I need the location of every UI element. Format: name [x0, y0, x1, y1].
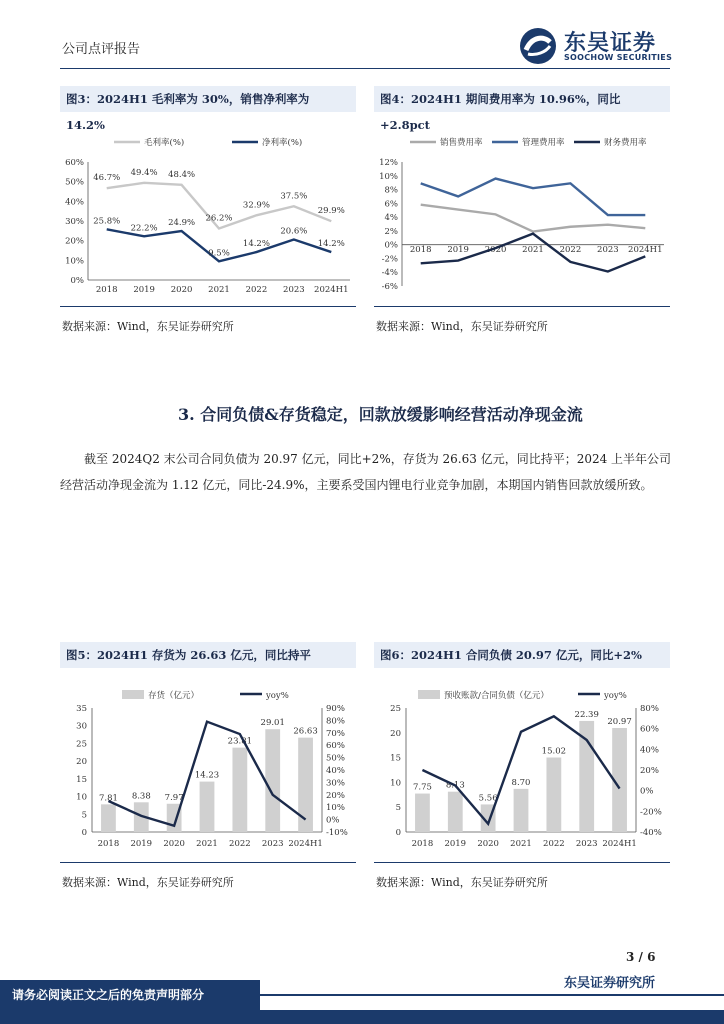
y-tick-label: -4%	[381, 268, 398, 279]
series-line-0	[421, 205, 646, 232]
y-tick-label-left: 5	[395, 803, 401, 814]
legend-label: 财务费用率	[604, 138, 647, 148]
y-tick-label: 0%	[70, 276, 84, 286]
brand-name: 东吴证券	[564, 30, 657, 56]
x-tick-label: 2022	[559, 245, 582, 255]
x-tick-label: 2021	[510, 839, 532, 849]
fig4-title-bar	[374, 86, 670, 132]
bar	[546, 758, 561, 832]
bar-value-label: 7.97	[164, 792, 184, 803]
data-label: 25.8%	[93, 216, 121, 227]
y-tick-label: 30%	[65, 217, 84, 227]
y-tick-label-right: 20%	[640, 766, 659, 776]
data-label: 14.2%	[317, 239, 345, 250]
data-label: 46.7%	[93, 173, 121, 184]
header-rule	[60, 68, 670, 69]
y-tick-label-right: 90%	[326, 704, 345, 714]
data-label: 37.5%	[280, 191, 308, 202]
y-tick-label: 10%	[65, 256, 84, 267]
legend-label: 净利率(%)	[262, 138, 303, 148]
x-tick-label: 2019	[130, 839, 153, 849]
fig4-title: 图4：2024H1 期间费用率为 10.96%，同比+2.8pct	[380, 92, 621, 132]
body-paragraph	[60, 446, 674, 498]
x-tick-label: 2019	[133, 285, 155, 295]
legend-label: yoy%	[604, 691, 627, 701]
y-tick-label-left: 30	[76, 721, 87, 732]
y-tick-label: 8%	[384, 185, 398, 196]
y-tick-label-right: -20%	[640, 807, 662, 818]
y-tick-label-right: 30%	[326, 778, 345, 789]
y-tick-label-right: 50%	[326, 753, 345, 764]
y-tick-label-left: 20	[76, 757, 87, 768]
fig6-rule	[374, 862, 670, 863]
y-tick-label: -6%	[381, 282, 398, 292]
x-tick-label: 2018	[97, 839, 120, 849]
y-tick-label-left: 15	[76, 774, 87, 785]
x-tick-label: 2021	[208, 285, 230, 295]
bar-value-label: 8.70	[511, 777, 531, 788]
x-tick-label: 2022	[543, 839, 565, 849]
bar-value-label: 15.02	[541, 746, 567, 757]
bar-value-label: 23.81	[227, 736, 253, 747]
x-tick-label: 2024H1	[628, 245, 663, 255]
data-label: 29.9%	[317, 206, 345, 217]
fig4-chart	[374, 128, 670, 306]
brand-logo-icon	[518, 26, 560, 66]
y-tick-label-left: 5	[81, 810, 87, 821]
fig3-rule	[60, 306, 356, 307]
data-label: 48.4%	[168, 169, 196, 180]
y-tick-label-right: 80%	[326, 716, 345, 727]
legend-label: 毛利率(%)	[144, 138, 185, 148]
disclaimer-box	[0, 980, 260, 1010]
bar	[200, 782, 215, 832]
legend-label: 预收账款/合同负债（亿元）	[444, 691, 549, 701]
fig6-title: 图6：2024H1 合同负债 20.97 亿元，同比+2%	[380, 648, 642, 662]
data-label: 32.9%	[242, 200, 270, 211]
report-type: 公司点评报告	[62, 42, 141, 57]
y-tick-label: 40%	[65, 197, 84, 208]
legend-label: 存货（亿元）	[148, 691, 200, 701]
legend-label: yoy%	[266, 691, 289, 701]
fig5-source: 数据来源：Wind，东吴证券研究所	[62, 876, 234, 889]
data-label: 24.9%	[168, 218, 196, 229]
x-tick-label: 2024H1	[602, 839, 637, 849]
x-tick-label: 2024H1	[288, 839, 323, 849]
y-tick-label: 60%	[65, 158, 84, 168]
bar-value-label: 29.01	[260, 718, 285, 729]
bar-value-label: 26.63	[293, 726, 318, 737]
y-tick-label-left: 10	[76, 792, 87, 803]
bar	[265, 729, 280, 832]
y-tick-label-left: 0	[395, 828, 401, 838]
fig5-rule	[60, 862, 356, 863]
y-tick-label: 4%	[384, 213, 398, 224]
x-tick-label: 2018	[95, 285, 118, 295]
fig5-title-bar	[60, 642, 356, 668]
fig4-source: 数据来源：Wind，东吴证券研究所	[376, 320, 548, 333]
legend-label: 销售费用率	[440, 138, 483, 148]
x-tick-label: 2022	[245, 285, 268, 295]
x-tick-label: 2023	[597, 245, 619, 255]
brand-sub: SOOCHOW SECURITIES	[564, 53, 673, 62]
paragraph-text: 截至 2024Q2 末公司合同负债为 20.97 亿元，同比+2%，存货为 26.63 亿元，同比持平；2024 上半年公司经营活动净现金流为 1.12 亿元，同比-24.9%，主要系受国内锂电行业竞争加剧，本期国内销售回款放缓所致。	[60, 452, 672, 492]
y-tick-label-left: 15	[390, 753, 401, 764]
data-label: 14.2%	[242, 239, 270, 250]
x-tick-label: 2023	[283, 285, 305, 295]
y-tick-label-right: 70%	[326, 728, 345, 739]
bar	[298, 738, 313, 832]
x-tick-label: 2023	[261, 839, 284, 849]
y-tick-label: 10%	[379, 171, 398, 182]
data-label: 49.4%	[130, 167, 158, 178]
fig3-source: 数据来源：Wind，东吴证券研究所	[62, 320, 234, 333]
y-tick-label-left: 20	[390, 728, 401, 739]
bar-value-label: 14.23	[194, 770, 220, 781]
x-tick-label: 2021	[196, 839, 218, 849]
y-tick-label-right: -40%	[640, 828, 662, 838]
x-tick-label: 2021	[522, 245, 544, 255]
x-tick-label: 2019	[444, 839, 467, 849]
data-label: 9.5%	[208, 248, 230, 259]
y-tick-label-left: 0	[81, 828, 87, 838]
y-tick-label: 12%	[379, 158, 398, 168]
fig3-title: 图3：2024H1 毛利率为 30%，销售净利率为 14.2%	[66, 92, 310, 132]
bar	[101, 804, 116, 832]
bar-value-label: 5.56	[478, 793, 498, 804]
brand-logo	[518, 26, 678, 66]
data-label: 26.2%	[205, 213, 233, 224]
y-tick-label-right: 10%	[326, 803, 345, 814]
x-tick-label: 2022	[229, 839, 251, 849]
y-tick-label-right: 40%	[640, 745, 659, 756]
bar	[415, 794, 430, 832]
footer-bar	[0, 1010, 724, 1024]
y-tick-label-left: 35	[76, 704, 87, 714]
legend-label: 管理费用率	[522, 138, 565, 148]
data-label: 20.6%	[280, 226, 308, 237]
y-tick-label: 6%	[384, 199, 398, 210]
x-tick-label: 2018	[409, 245, 432, 255]
bar-value-label: 8.13	[445, 780, 465, 791]
y-tick-label: 50%	[65, 177, 84, 188]
fig3-title-bar	[60, 86, 356, 132]
legend-swatch-bar	[418, 690, 440, 699]
bar	[232, 748, 247, 832]
y-tick-label-right: 60%	[326, 741, 345, 752]
y-tick-label-left: 10	[390, 778, 401, 789]
fig5-title: 图5：2024H1 存货为 26.63 亿元，同比持平	[66, 648, 311, 662]
bar-value-label: 20.97	[607, 716, 632, 727]
y-tick-label-right: -10%	[326, 828, 348, 838]
x-tick-label: 2023	[575, 839, 598, 849]
bar-value-label: 22.39	[574, 709, 599, 720]
bar	[514, 789, 529, 832]
x-tick-label: 2019	[447, 245, 469, 255]
data-label: 22.2%	[130, 223, 158, 234]
y-tick-label-right: 20%	[326, 790, 345, 801]
fig4-rule	[374, 306, 670, 307]
bar	[448, 792, 463, 832]
y-tick-label: 0%	[384, 240, 398, 251]
y-tick-label: -2%	[381, 254, 398, 265]
y-tick-label-left: 25	[76, 739, 87, 750]
bar-value-label: 7.81	[98, 793, 118, 804]
x-tick-label: 2018	[411, 839, 434, 849]
fig6-source: 数据来源：Wind，东吴证券研究所	[376, 876, 548, 889]
y-tick-label: 2%	[384, 226, 398, 237]
y-tick-label-right: 80%	[640, 704, 659, 714]
x-tick-label: 2020	[477, 839, 499, 849]
y-tick-label-left: 25	[390, 704, 401, 714]
y-tick-label-right: 40%	[326, 766, 345, 776]
fig3-chart	[60, 128, 356, 306]
x-tick-label: 2020	[170, 285, 193, 295]
x-tick-label: 2020	[163, 839, 185, 849]
y-tick-label-right: 0%	[326, 815, 340, 826]
fig6-title-bar	[374, 642, 670, 668]
x-tick-label: 2020	[484, 245, 507, 255]
footer-org: 东吴证券研究所	[564, 976, 656, 991]
y-tick-label: 20%	[65, 236, 84, 247]
fig5-chart	[60, 682, 356, 860]
section-title: 3. 合同负债&存货稳定，回款放缓影响经营活动净现金流	[178, 405, 583, 424]
disclaimer-text: 请务必阅读正文之后的免责声明部分	[12, 988, 205, 1002]
x-tick-label: 2024H1	[314, 285, 349, 295]
page-number: 3 / 6	[626, 950, 656, 964]
y-tick-label-right: 0%	[640, 786, 654, 797]
legend-swatch-bar	[122, 690, 144, 699]
y-tick-label-right: 60%	[640, 724, 659, 735]
bar-value-label: 7.75	[412, 782, 432, 793]
fig6-chart	[374, 682, 670, 860]
bar-value-label: 8.38	[131, 791, 151, 802]
